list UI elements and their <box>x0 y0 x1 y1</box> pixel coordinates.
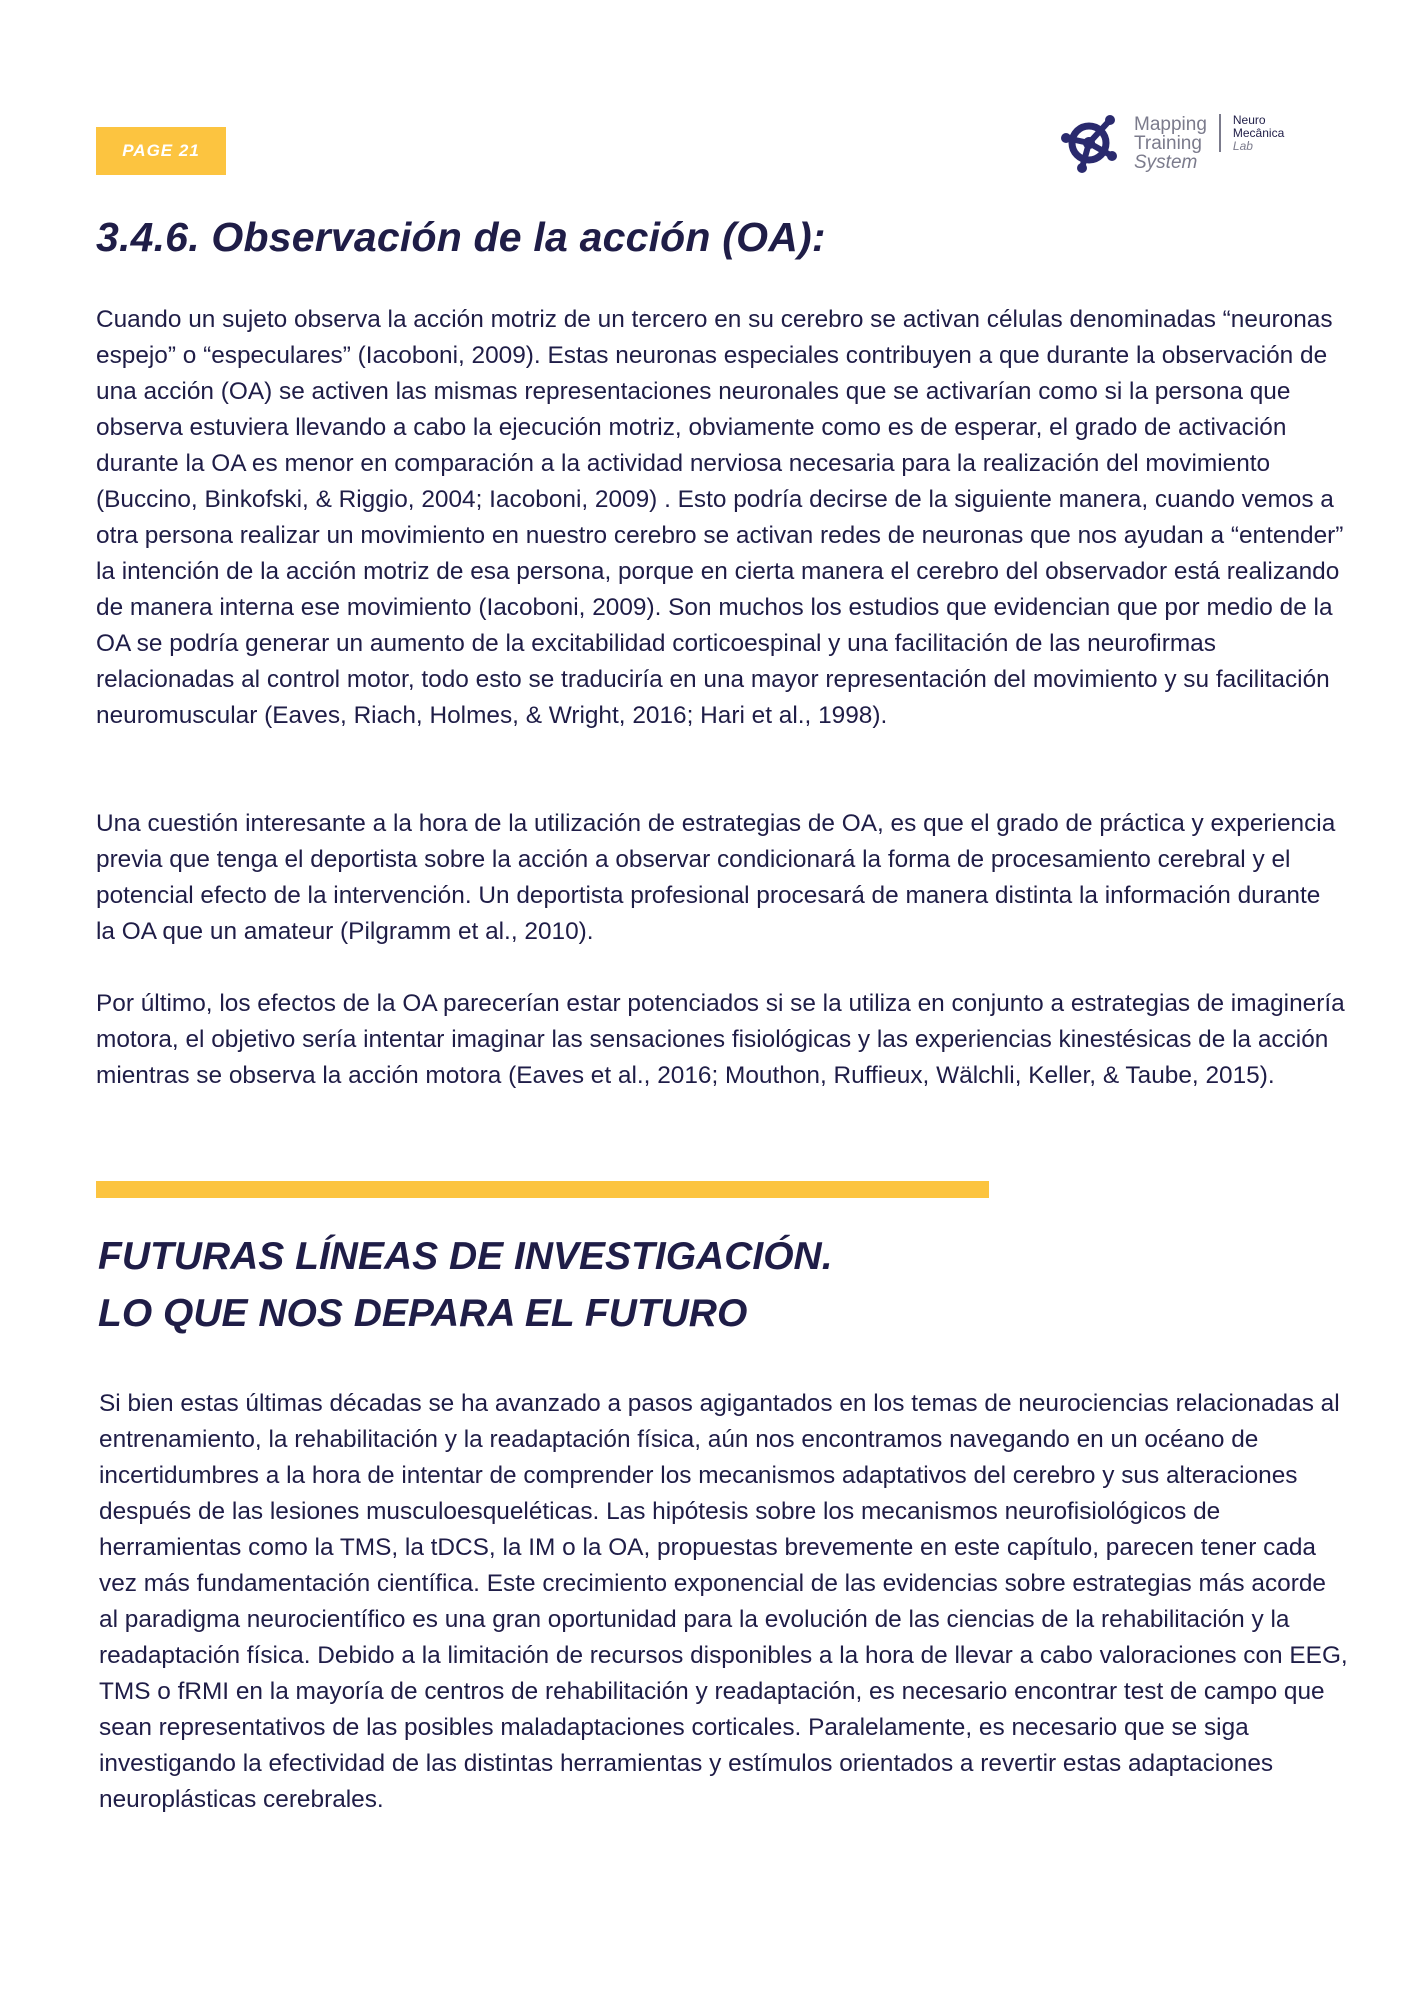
logo-mark-icon <box>1056 110 1122 176</box>
page-number-label: PAGE 21 <box>122 141 200 160</box>
future-title-line-2: LO QUE NOS DEPARA EL FUTURO <box>98 1292 748 1335</box>
future-paragraph: Si bien estas últimas décadas se ha avanzado a pasos agigantados en los temas de neurociencias relacionadas al entrenamiento, la rehabilitación y la readaptación física, aún nos encontramos navegando en un océano de incertidumbres a la hora de intentar de comprender los mecanismos adaptativos del cerebro y sus alteraciones después de las lesiones musculoesqueléticas. Las hipótesis sobre los mecanismos neurofisiológicos de herramientas como la TMS, la tDCS, la IM o la OA, propuestas brevemente en este capítulo, parecen tener cada vez más fundamentación científica. Este crecimiento exponencial de las evidencias sobre estrategias más acorde al paradigma neurocientífico es una gran oportunidad para la evolución de las ciencias de la rehabilitación y la readaptación física. Debido a la limitación de recursos disponibles a la hora de llevar a cabo valoraciones con EEG, TMS o fRMI en la mayoría de centros de rehabilitación y readaptación, es necesario encontrar test de campo que sean representativos de las posibles maladaptaciones corticales. Paralelamente, es necesario que se siga investigando la efectividad de las distintas herramientas y estímulos orientados a revertir estas adaptaciones neuroplásticas cerebrales. <box>99 1390 1348 1813</box>
logo-lab-line-1: Neuro <box>1232 113 1266 127</box>
future-section-title <box>98 1228 833 1342</box>
logo-lab-line-3: Lab <box>1232 139 1253 153</box>
section-title: 3.4.6. Observación de la acción (OA): <box>96 214 826 260</box>
brand-logo <box>1056 108 1316 178</box>
logo-line-2: Training <box>1134 132 1202 154</box>
body-paragraph-3: Por último, los efectos de la OA parecerían estar potenciados si se la utiliza en conjunto a estrategias de imaginería motora, el objetivo sería intentar imaginar las sensaciones fisiológicas y las experiencias kinestésicas de la acción mientras se observa la acción motora (Eaves et al., 2016; Mouthon, Ruffieux, Wälchli, Keller, & Taube, 2015). <box>96 990 1345 1089</box>
logo-line-3: System <box>1134 151 1198 173</box>
logo-lab-wordmark <box>1233 114 1284 153</box>
body-paragraph-1: Cuando un sujeto observa la acción motriz de un tercero en su cerebro se activan células denominadas “neuronas espejo” o “especulares” (Iacoboni, 2009). Estas neuronas especiales contribuyen a que durante la observación de una acción (OA) se activen las mismas representaciones neuronales que se activarían como si la persona que observa estuviera llevando a cabo la ejecución motriz, obviamente como es de esperar, el grado de activación durante la OA es menor en comparación a la actividad nerviosa necesaria para la realización del movimiento (Buccino, Binkofski, & Riggio, 2004; Iacoboni, 2009) . Esto podría decirse de la siguiente manera, cuando vemos a otra persona realizar un movimiento en nuestro cerebro se activan redes de neuronas que nos ayudan a “entender” la intención de la acción motriz de esa persona, porque en cierta manera el cerebro del observador está realizando de manera interna ese movimiento (Iacoboni, 2009). Son muchos los estudios que evidencian que por medio de la OA se podría generar un aumento de la excitabilidad corticoespinal y una facilitación de las neurofirmas relacionadas al control motor, todo esto se traduciría en una mayor representación del movimiento y su facilitación neuromuscular (Eaves, Riach, Holmes, & Wright, 2016; Hari et al., 1998). <box>96 306 1344 729</box>
page-number-badge <box>96 127 226 175</box>
logo-lab-line-2: Mecânica <box>1232 126 1285 140</box>
logo-divider <box>1219 114 1221 152</box>
body-paragraph-2: Una cuestión interesante a la hora de la utilización de estrategias de OA, es que el grado de práctica y experiencia previa que tenga el deportista sobre la acción a observar condicionará la forma de procesamiento cerebral y el potencial efecto de la intervención. Un deportista profesional procesará de manera distinta la información durante la OA que un amateur (Pilgramm et al., 2010). <box>96 810 1336 945</box>
logo-wordmark <box>1134 115 1207 172</box>
section-divider <box>96 1181 989 1198</box>
logo-line-1: Mapping <box>1134 113 1207 135</box>
future-title-line-1: FUTURAS LÍNEAS DE INVESTIGACIÓN. <box>98 1235 833 1278</box>
